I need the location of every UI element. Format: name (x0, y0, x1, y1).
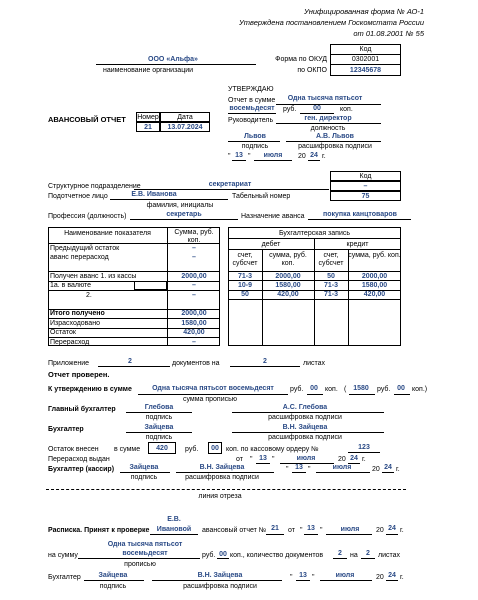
overspend-label: Перерасход выдан (48, 456, 110, 463)
head-decode-caption: расшифровка подписи (298, 143, 372, 150)
approval-caption: сумма прописью (182, 396, 238, 403)
purpose: покупка канцтоваров (323, 211, 397, 218)
col-sum-header: Сумма, руб. коп. (174, 229, 214, 244)
acc-decode-caption: расшифровка подписи (268, 434, 342, 441)
accounting-cell: 10-9 (237, 281, 252, 289)
receipt-from: Ивановой (156, 526, 192, 533)
chief-name: А.С. Глебова (282, 404, 328, 411)
advance-row-value: – (192, 338, 196, 346)
order-year: 24 (350, 455, 358, 462)
org-name: ООО «Альфа» (148, 56, 198, 63)
advance-row-label: Итого получено (50, 310, 105, 318)
attach-sheets: 2 (263, 358, 267, 365)
attach-label: Приложение (48, 360, 90, 367)
receipt-sum-label: на сумму (48, 552, 78, 559)
attach-sheets-label: листах (303, 360, 326, 367)
approval-kop2-value: 00 (397, 385, 405, 392)
receipt-g: г. (400, 527, 404, 534)
code-header: Код (330, 44, 401, 55)
debit-sum-header: сумма, руб. коп. (269, 252, 307, 267)
person-code-header: Код (330, 171, 401, 181)
accounting-cell: 50 (241, 291, 249, 299)
report-date-label: Дата (160, 112, 210, 122)
attach-docs-label: документов на (172, 360, 220, 367)
receipt-year: 24 (388, 525, 396, 532)
approve-kop-value: 00 (313, 105, 321, 112)
rest-in-sum: в сумме (114, 446, 141, 453)
okpo-value: 12345678 (330, 64, 401, 76)
accounting-cell: 2000,00 (275, 272, 301, 280)
approve-sum-label: Отчет в сумме (228, 97, 276, 104)
approve-month: июля (263, 152, 283, 159)
advance-row-value: – (192, 253, 196, 261)
advance-row-value: 420,00 (183, 329, 205, 337)
order-from: от (236, 456, 243, 463)
receipt-on: на (350, 552, 358, 559)
rest-rub-label: руб. (185, 446, 199, 453)
receipt-sign-caption: подпись (99, 583, 127, 590)
head-position: ген. директор (304, 115, 352, 122)
approval-kop2: коп.) (412, 386, 428, 393)
approved-date: от 01.08.2001 № 55 (353, 29, 424, 38)
debit-header: дебет (261, 241, 281, 248)
cashier-sign-caption: подпись (130, 474, 158, 481)
chief-sign-caption: подпись (145, 414, 173, 421)
approval-kop-value: 00 (310, 385, 318, 392)
receipt-docs: 2 (338, 550, 342, 557)
approve-g: г. (322, 153, 326, 160)
receipt-r-day: 13 (299, 572, 307, 579)
approval-kop: коп. (325, 386, 338, 393)
advance-row-value: 1580,00 (181, 319, 207, 327)
okud-label: Форма по ОКУД (275, 56, 327, 63)
head-sign: Львов (243, 133, 266, 140)
advance-row-label: 1а. в валюте (50, 282, 92, 290)
approval-num: 1580 (353, 385, 369, 392)
accountable-label: Подотчетное лицо (48, 193, 108, 200)
advance-row-label: 2. (86, 291, 92, 299)
cash-year: 24 (384, 464, 392, 471)
cashier-sign: Зайцева (129, 464, 159, 471)
order-g: г. (362, 456, 366, 463)
receipt-docs-label: коп., количество документов (230, 552, 324, 559)
report-checked: Отчет проверен. (48, 370, 110, 379)
receipt-rub: руб. (202, 552, 216, 559)
org-caption: наименование организации (102, 67, 194, 74)
report-title: АВАНСОВЫЙ ОТЧЕТ (48, 115, 126, 124)
rest-label: Остаток внесен (48, 446, 99, 453)
division-label: Структурное подразделение (48, 183, 141, 190)
okpo-label: по ОКПО (297, 67, 327, 74)
receipt-report-label: авансовый отчет № (202, 527, 267, 534)
division-code: – (330, 181, 401, 191)
order-no: 123 (358, 444, 370, 451)
acc-sign-caption: подпись (145, 434, 173, 441)
purpose-label: Назначение аванса (241, 213, 305, 220)
receipt-acc-label: Бухгалтер (48, 574, 81, 581)
tab-number: 75 (330, 191, 401, 201)
accountable: Е.В. Иванова (131, 191, 177, 198)
profession: секретарь (166, 211, 202, 218)
receipt-acc-sign: Зайцева (98, 572, 128, 579)
receipt-day: 13 (307, 525, 315, 532)
credit-account-header: счет, субсчет (318, 252, 344, 267)
accounting-cell: 1580,00 (275, 281, 301, 289)
accounting-cell: 71-3 (323, 291, 338, 299)
fio-caption: фамилия, инициалы (146, 202, 214, 209)
currency-box (134, 281, 167, 290)
col-name-header: Наименование показателя (64, 230, 151, 237)
chief-decode-caption: расшифровка подписи (268, 414, 342, 421)
approved-by: Утверждена постановлением Госкомстата России (238, 18, 424, 27)
advance-row-label: Израсходовано (50, 319, 100, 327)
receipt-words-1: Одна тысяча пятьсот (107, 541, 183, 548)
cashier-decode-caption: расшифровка подписи (185, 474, 259, 481)
tab-label: Табельный номер (232, 193, 291, 200)
acc-name: В.Н. Зайцева (282, 424, 328, 431)
approval-sum-label: К утверждению в сумме (48, 386, 132, 393)
okud-value: 0302001 (330, 54, 401, 65)
division: секретариат (208, 181, 252, 188)
receipt-month: июля (340, 526, 360, 533)
advance-row-value: – (192, 282, 196, 290)
accounting-cell: 71-3 (323, 281, 338, 289)
advance-row-value: – (192, 291, 196, 299)
advance-row-label: аванс перерасход (50, 253, 109, 261)
approve-kop: коп. (340, 106, 353, 113)
cash-g: г. (396, 466, 400, 473)
chief-label: Главный бухгалтер (48, 406, 116, 413)
acc-sign: Зайцева (144, 424, 174, 431)
advance-row-label: Перерасход (50, 338, 90, 346)
head-name: А.В. Львов (316, 133, 354, 140)
advance-row-value: 2000,00 (181, 272, 207, 280)
accounting-cell: 1580,00 (361, 281, 388, 289)
advance-row-value: 2000,00 (181, 310, 207, 318)
receipt-from-word: от (288, 527, 295, 534)
approval-open-paren: ( (344, 386, 347, 393)
approve-rub: руб. (283, 106, 297, 113)
receipt-acc-name: В.Н. Зайцева (197, 572, 243, 579)
accounting-cell: 50 (327, 272, 335, 280)
position-caption: должность (310, 125, 346, 132)
rest-rub: 420 (148, 442, 176, 454)
approval-sum-words: Одна тысяча пятьсот восемьдесят (152, 385, 274, 392)
acc-label: Бухгалтер (48, 426, 84, 433)
accounting-title: Бухгалтерская запись (278, 230, 351, 237)
approve-sum-words-2: восемьдесят (229, 105, 275, 112)
receipt-decode-caption: расшифровка подписи (183, 583, 257, 590)
cash-year-prefix: 20 (372, 466, 380, 473)
cash-day: 13 (295, 464, 303, 471)
order-quote-close: " (272, 456, 275, 463)
receipt-kop-value: 00 (219, 551, 227, 558)
accounting-cell: 420,00 (363, 291, 386, 299)
order-year-prefix: 20 (338, 456, 346, 463)
credit-sum-header: сумма, руб. коп. (348, 252, 401, 259)
receipt-sheets-label: листах (378, 552, 401, 559)
order-day: 13 (259, 455, 267, 462)
receipt-r-month: июля (335, 572, 355, 579)
receipt-words-caption: прописью (124, 561, 156, 568)
approval-rub2: руб. (377, 386, 391, 393)
approve-year: 24 (310, 152, 318, 159)
rest-kop-order: коп. по кассовому ордеру № (226, 446, 319, 453)
head-label: Руководитель (228, 117, 274, 124)
chief-sign: Глебова (144, 404, 174, 411)
rest-kop: 00 (208, 442, 222, 454)
approval-rub: руб. (290, 386, 304, 393)
receipt-intro: Расписка. Принят к проверке (48, 527, 150, 534)
receipt-report-no: 21 (271, 525, 279, 532)
order-month: июля (296, 455, 316, 462)
advance-row-label: Предыдущий остаток (50, 244, 120, 252)
credit-header: кредит (346, 241, 369, 248)
approve-year-prefix: 20 (298, 153, 306, 160)
profession-label: Профессия (должность) (48, 213, 127, 220)
advance-row-label: Получен аванс 1. из кассы (50, 272, 137, 280)
cut-line-caption: линия отреза (198, 493, 242, 500)
debit-account-header: счет, субсчет (232, 252, 258, 267)
receipt-from-top: Е.В. (167, 516, 181, 523)
accounting-cell: 420,00 (277, 291, 299, 299)
report-number-label: Номер (137, 114, 159, 121)
order-quote-open: " (250, 456, 253, 463)
head-sign-caption: подпись (241, 143, 269, 150)
accounting-cell: 2000,00 (361, 272, 388, 280)
receipt-r-g: г. (400, 574, 404, 581)
accounting-cell: 71-3 (237, 272, 252, 280)
receipt-sheets: 2 (366, 550, 370, 557)
approve-day: 13 (235, 152, 243, 159)
advance-row-label: Остаток (50, 329, 76, 337)
cashier-name: В.Н. Зайцева (199, 464, 245, 471)
report-number: 21 (136, 122, 160, 132)
receipt-r-year-prefix: 20 (376, 574, 384, 581)
advance-row-value: – (192, 244, 196, 252)
receipt-r-year: 24 (388, 572, 396, 579)
approve-sum-words-1: Одна тысяча пятьсот (287, 95, 363, 102)
receipt-year-prefix: 20 (376, 527, 384, 534)
receipt-words-2: восемьдесят (122, 550, 168, 557)
form-name: Унифицированная форма № АО-1 (304, 7, 424, 16)
attach-docs: 2 (128, 358, 132, 365)
approve-title: УТВЕРЖДАЮ (228, 86, 274, 93)
cashier-label: Бухгалтер (кассир) (48, 466, 115, 473)
cut-line (46, 489, 406, 490)
report-date: 13.07.2024 (160, 122, 210, 132)
cash-month: июля (332, 464, 352, 471)
